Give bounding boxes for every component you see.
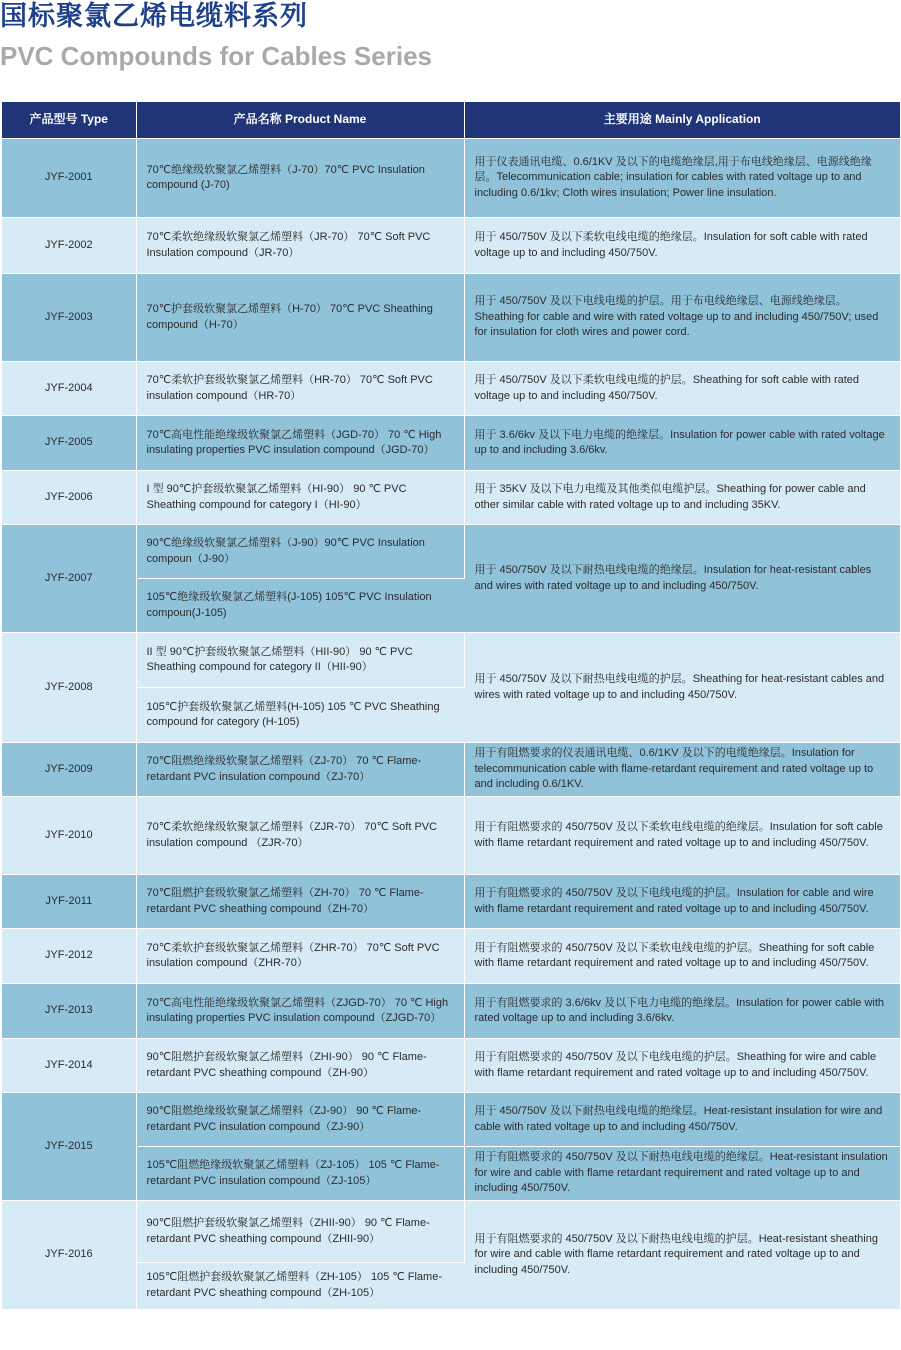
application-cell: 用于 450/750V 及以下电线电缆的护层。用于布电线绝缘层、电源线绝缘层。Sheathing for cable and wire with rated voltage up to and including 450/750V; used for insulation for cloth wires and power cord. xyxy=(464,274,900,362)
table-row xyxy=(2,362,900,416)
table-row xyxy=(2,743,900,797)
product-name-cell: 70℃柔软护套级软聚氯乙烯塑料（ZHR-70） 70℃ Soft PVC insulation compound（ZHR-70） xyxy=(136,929,464,984)
table-row xyxy=(2,274,900,362)
type-cell: JYF-2008 xyxy=(2,633,136,743)
product-name-cell: 70℃护套级软聚氯乙烯塑料（H-70） 70℃ PVC Sheathing compound（H-70） xyxy=(136,274,464,362)
table-row xyxy=(2,797,900,875)
product-name-cell: 70℃柔软绝缘级软聚氯乙烯塑料（JR-70） 70℃ Soft PVC Insulation compound（JR-70） xyxy=(136,218,464,274)
product-name-cell: 70℃高电性能绝缘级软聚氯乙烯塑料（ZJGD-70） 70 ℃ High insulating properties PVC insulation compound（ZJGD-70） xyxy=(136,984,464,1039)
product-name-cell: 90℃绝缘级软聚氯乙烯塑料（J-90）90℃ PVC Insulation compoun（J-90） xyxy=(136,525,464,579)
product-name-cell: 90℃阻燃护套级软聚氯乙烯塑料（ZHI-90） 90 ℃ Flame-retardant PVC sheathing compound（ZH-90） xyxy=(136,1039,464,1093)
product-name-cell: 105℃绝缘级软聚氯乙烯塑料(J-105) 105℃ PVC Insulation compoun(J-105) xyxy=(136,579,464,633)
table-row xyxy=(2,218,900,274)
table-header-row xyxy=(2,102,900,139)
table-row xyxy=(2,1201,900,1263)
product-name-cell: 105℃阻燃护套级软聚氯乙烯塑料（ZH-105） 105 ℃ Flame-retardant PVC sheathing compound（ZH-105） xyxy=(136,1263,464,1309)
product-name-cell: 70℃柔软护套级软聚氯乙烯塑料（HR-70） 70℃ Soft PVC insulation compound（HR-70） xyxy=(136,362,464,416)
application-cell: 用于 450/750V 及以下柔软电线电缆的绝缘层。Insulation for soft cable with rated voltage up to and including 450/750V. xyxy=(464,218,900,274)
type-cell: JYF-2010 xyxy=(2,797,136,875)
product-name-cell: 105℃阻燃绝缘级软聚氯乙烯塑料（ZJ-105） 105 ℃ Flame-retardant PVC insulation compound（ZJ-105） xyxy=(136,1147,464,1201)
application-cell: 用于有阻燃要求的仪表通讯电缆、0.6/1KV 及以下的电缆绝缘层。Insulation for telecommunication cable with flame-retardant requirement and rated voltage up to and including 0.6/1KV. xyxy=(464,743,900,797)
product-name-cell: 70℃柔软绝缘级软聚氯乙烯塑料（ZJR-70） 70℃ Soft PVC insulation compound （ZJR-70） xyxy=(136,797,464,875)
type-cell: JYF-2014 xyxy=(2,1039,136,1093)
type-cell: JYF-2002 xyxy=(2,218,136,274)
table-row xyxy=(2,1093,900,1147)
table-row xyxy=(2,139,900,218)
application-cell: 用于 35KV 及以下电力电缆及其他类似电缆护层。Sheathing for power cable and other similar cable with rated voltage up to and including 35KV. xyxy=(464,471,900,525)
column-header-application: 主要用途 Mainly Application xyxy=(464,102,900,139)
column-header-product-name: 产品名称 Product Name xyxy=(136,102,464,139)
page-title: 国标聚氯乙烯电缆料系列 xyxy=(0,1,308,31)
product-name-cell: II 型 90℃护套级软聚氯乙烯塑料（HII-90） 90 ℃ PVC Sheathing compound for category II（HII-90） xyxy=(136,633,464,688)
product-name-cell: I 型 90℃护套级软聚氯乙烯塑料（HI-90） 90 ℃ PVC Sheathing compound for category I（HI-90） xyxy=(136,471,464,525)
type-cell: JYF-2012 xyxy=(2,929,136,984)
type-cell: JYF-2007 xyxy=(2,525,136,633)
type-cell: JYF-2003 xyxy=(2,274,136,362)
application-cell: 用于 450/750V 及以下柔软电线电缆的护层。Sheathing for soft cable with rated voltage up to and including 450/750V. xyxy=(464,362,900,416)
product-name-cell: 90℃阻燃护套级软聚氯乙烯塑料（ZHII-90） 90 ℃ Flame-retardant PVC sheathing compound（ZHII-90） xyxy=(136,1201,464,1263)
product-name-cell: 70℃阻燃绝缘级软聚氯乙烯塑料（ZJ-70） 70 ℃ Flame-retardant PVC insulation compound（ZJ-70） xyxy=(136,743,464,797)
table-row xyxy=(2,633,900,688)
table-row xyxy=(2,471,900,525)
type-cell: JYF-2009 xyxy=(2,743,136,797)
type-cell: JYF-2005 xyxy=(2,416,136,471)
table-row xyxy=(2,929,900,984)
application-cell: 用于有阻燃要求的 3.6/6kv 及以下电力电缆的绝缘层。Insulation for power cable with rated voltage up to and including 3.6/6kv. xyxy=(464,984,900,1039)
type-cell: JYF-2013 xyxy=(2,984,136,1039)
product-name-cell: 105℃护套级软聚氯乙烯塑料(H-105) 105 ℃ PVC Sheathing compound for category (H-105) xyxy=(136,688,464,743)
table-row xyxy=(2,984,900,1039)
type-cell: JYF-2016 xyxy=(2,1201,136,1309)
application-cell: 用于 450/750V 及以下耐热电线电缆的绝缘层。Heat-resistant insulation for wire and cable with rated voltage up to and including 450/750V. xyxy=(464,1093,900,1147)
application-cell: 用于有阻燃要求的 450/750V 及以下电线电缆的护层。Insulation for cable and wire with flame retardant requirement and rated voltage up to and including 450/750V. xyxy=(464,875,900,929)
application-cell: 用于 450/750V 及以下耐热电线电缆的护层。Sheathing for heat-resistant cables and wires with rated voltage up to and including 450/750V. xyxy=(464,633,900,743)
application-cell: 用于仪表通讯电缆、0.6/1KV 及以下的电缆绝缘层,用于布电线绝缘层、电源线绝缘层。Telecommunication cable; insulation for cables with rated voltage up to and including 0.6/1kv; Cloth wires insulation; Power line insulation. xyxy=(464,139,900,218)
type-cell: JYF-2004 xyxy=(2,362,136,416)
application-cell: 用于 450/750V 及以下耐热电线电缆的绝缘层。Insulation for heat-resistant cables and wires with rated voltage up to and including 450/750V. xyxy=(464,525,900,633)
table-row xyxy=(2,875,900,929)
type-cell: JYF-2006 xyxy=(2,471,136,525)
page-subtitle: PVC Compounds for Cables Series xyxy=(0,41,432,71)
product-name-cell: 70℃绝缘级软聚氯乙烯塑料（J-70）70℃ PVC Insulation compound (J-70) xyxy=(136,139,464,218)
table-row xyxy=(2,416,900,471)
type-cell: JYF-2001 xyxy=(2,139,136,218)
application-cell: 用于有阻燃要求的 450/750V 及以下耐热电线电缆的绝缘层。Heat-resistant insulation for wire and cable with flame retardant requirement and rated voltage up to and including 450/750V. xyxy=(464,1147,900,1201)
type-cell: JYF-2015 xyxy=(2,1093,136,1201)
product-name-cell: 70℃高电性能绝缘级软聚氯乙烯塑料（JGD-70） 70 ℃ High insulating properties PVC insulation compound（JGD-70） xyxy=(136,416,464,471)
table-row xyxy=(2,1039,900,1093)
product-table xyxy=(2,102,900,1309)
application-cell: 用于有阻燃要求的 450/750V 及以下柔软电线电缆的护层。Sheathing for soft cable with flame retardant requirement and rated voltage up to and including 450/750V. xyxy=(464,929,900,984)
application-cell: 用于 3.6/6kv 及以下电力电缆的绝缘层。Insulation for power cable with rated voltage up to and including 3.6/6kv. xyxy=(464,416,900,471)
application-cell: 用于有阻燃要求的 450/750V 及以下柔软电线电缆的绝缘层。Insulation for soft cable with flame retardant requirement and rated voltage up to and including 450/750V. xyxy=(464,797,900,875)
product-name-cell: 70℃阻燃护套级软聚氯乙烯塑料（ZH-70） 70 ℃ Flame-retardant PVC sheathing compound（ZH-70） xyxy=(136,875,464,929)
product-name-cell: 90℃阻燃绝缘级软聚氯乙烯塑料（ZJ-90） 90 ℃ Flame-retardant PVC insulation compound（ZJ-90） xyxy=(136,1093,464,1147)
column-header-type: 产品型号 Type xyxy=(2,102,136,139)
type-cell: JYF-2011 xyxy=(2,875,136,929)
application-cell: 用于有阻燃要求的 450/750V 及以下耐热电线电缆的护层。Heat-resistant sheathing for wire and cable with flame retardant requirement and rated voltage up to and including 450/750V. xyxy=(464,1201,900,1309)
application-cell: 用于有阻燃要求的 450/750V 及以下电线电缆的护层。Sheathing for wire and cable with flame retardant requirement and rated voltage up to and including 450/750V. xyxy=(464,1039,900,1093)
table-row xyxy=(2,1147,900,1201)
table-row xyxy=(2,525,900,579)
